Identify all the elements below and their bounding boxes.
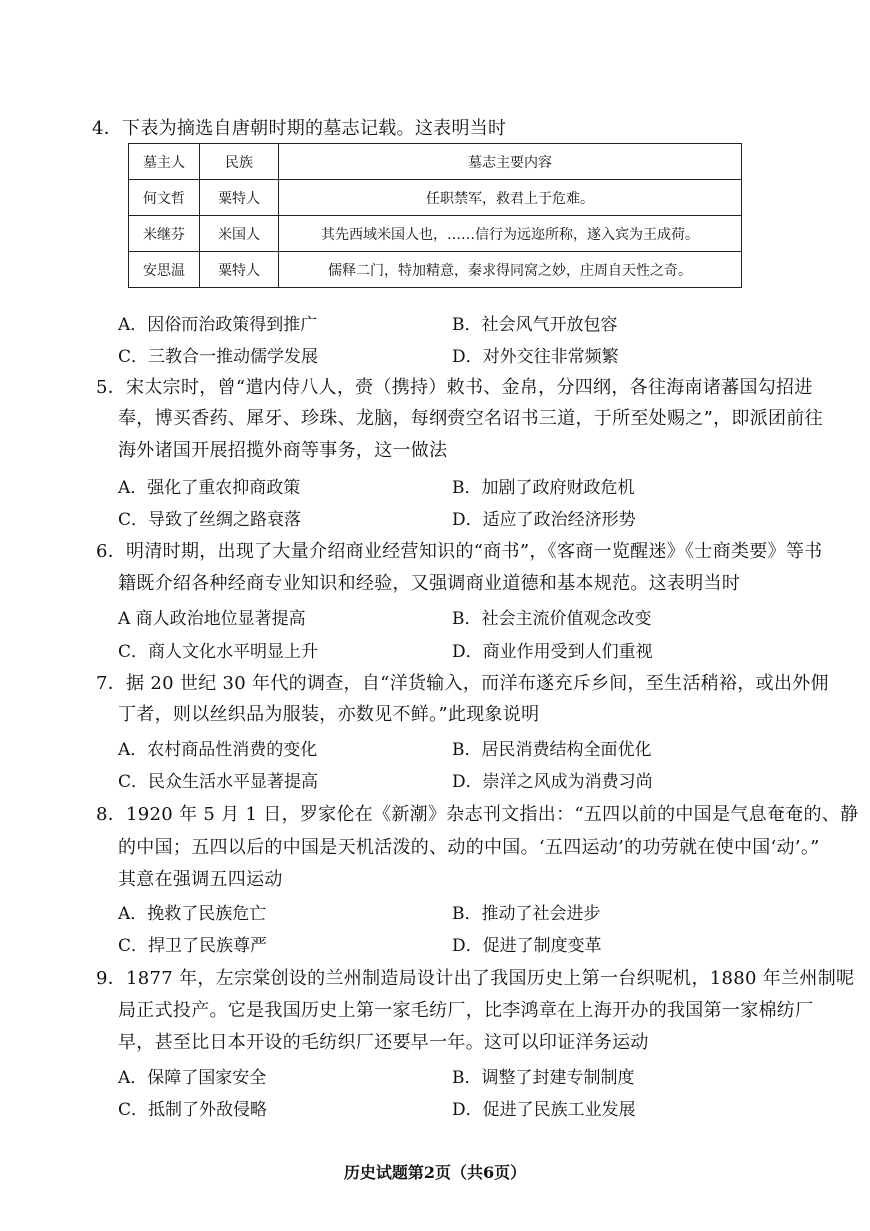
table-cell: 何文哲: [129, 180, 200, 216]
q8-option-a: A．挽救了民族危亡: [118, 904, 267, 924]
q9-line-1: 9．1877 年，左宗棠创设的兰州制造局设计出了我国历史上第一台织呢机，1880 年兰州制呢: [96, 968, 855, 989]
q5-line-3: 海外诸国开展招揽外商等事务，这一做法: [118, 440, 448, 461]
q9-line-2: 局正式投产。它是我国历史上第一家毛纺厂，比李鸿章在上海开办的我国第一家棉纺厂: [118, 1000, 814, 1021]
q6-option-d: D．商业作用受到人们重视: [452, 642, 653, 662]
table-row: [129, 216, 742, 252]
q4-option-c: C．三教合一推动儒学发展: [118, 347, 319, 367]
page-footer: 历史试题第2页（共6页）: [343, 1163, 527, 1182]
table-cell: 儒释二门，特加精意，秦求得同窝之妙，庄周自天性之奇。: [279, 252, 742, 288]
q6-line-2: 籍既介绍各种经商专业知识和经验，又强调商业道德和基本规范。这表明当时: [118, 573, 741, 594]
q4-option-a: A．因俗而治政策得到推广: [118, 315, 318, 335]
q4-option-d: D．对外交往非常频繁: [452, 347, 619, 367]
q9-option-d: D．促进了民族工业发展: [452, 1100, 636, 1120]
q6-line-1: 6．明清时期，出现了大量介绍商业经营知识的“商书”，《客商一览醒迷》《士商类要》等书: [96, 541, 823, 562]
q5-option-c: C．导致了丝绸之路衰落: [118, 510, 302, 530]
q4-table: [128, 143, 742, 288]
q5-option-b: B．加剧了政府财政危机: [452, 478, 635, 498]
q6-option-c: C．商人文化水平明显上升: [118, 642, 319, 662]
table-cell: 任职禁军，救君上于危难。: [279, 180, 742, 216]
table-row: [129, 180, 742, 216]
q4-option-b: B．社会风气开放包容: [452, 315, 618, 335]
q7-option-c: C．民众生活水平显著提高: [118, 772, 319, 792]
q9-option-a: A．保障了国家安全: [118, 1068, 267, 1088]
table-header-cell: 墓主人: [129, 144, 200, 180]
q8-line-3: 其意在强调五四运动: [118, 869, 283, 890]
q4-stem: 4．下表为摘选自唐朝时期的墓志记载。这表明当时: [92, 118, 507, 139]
q8-option-c: C．捍卫了民族尊严: [118, 936, 268, 956]
q6-option-a: A 商人政治地位显著提高: [118, 609, 306, 629]
q7-option-d: D．崇洋之风成为消费习尚: [452, 772, 653, 792]
q8-option-d: D．促进了制度变革: [452, 936, 602, 956]
q5-line-2: 奉，博买香药、犀牙、珍珠、龙脑，每纲赍空名诏书三道，于所至处赐之”，即派团前往: [118, 408, 823, 429]
table-cell: 粟特人: [200, 252, 279, 288]
q7-option-a: A．农村商品性消费的变化: [118, 740, 318, 760]
q5-line-1: 5．宋太宗时，曾“遣内侍八人，赍（携持）敕书、金帛，分四纲，各往海南诸蕃国勾招进: [96, 377, 813, 398]
q8-line-1: 8．1920 年 5 月 1 日，罗家伦在《新潮》杂志刊文指出：“五四以前的中国是气息奄奄的、静: [96, 804, 859, 825]
table-cell: 安思温: [129, 252, 200, 288]
q5-option-a: A．强化了重农抑商政策: [118, 478, 301, 498]
q8-option-b: B．推动了社会进步: [452, 904, 601, 924]
q5-option-d: D．适应了政治经济形势: [452, 510, 636, 530]
q7-option-b: B．居民消费结构全面优化: [452, 740, 652, 760]
table-cell: 米国人: [200, 216, 279, 252]
table-row: [129, 252, 742, 288]
table-cell: 其先西域米国人也，……信行为远迩所称，遂入宾为王成荷。: [279, 216, 742, 252]
table-cell: 米继芬: [129, 216, 200, 252]
q7-line-1: 7．据 20 世纪 30 年代的调查，自“洋货输入，而洋布遂充斥乡间，至生活稍裕，或出外佣: [96, 673, 829, 694]
q9-option-b: B．调整了封建专制制度: [452, 1068, 635, 1088]
q7-line-2: 丁者，则以丝织品为服装，亦数见不鲜。”此现象说明: [118, 704, 540, 725]
q6-option-b: B．社会主流价值观念改变: [452, 609, 652, 629]
table-cell: 粟特人: [200, 180, 279, 216]
q8-line-2: 的中国；五四以后的中国是天机活泼的、动的中国。‘五四运动’的功劳就在使中国‘动’。”: [118, 837, 820, 858]
q9-line-3: 早，甚至比日本开设的毛纺织厂还要早一年。这可以印证洋务运动: [118, 1032, 649, 1053]
q9-option-c: C．抵制了外敌侵略: [118, 1100, 268, 1120]
table-header-cell: 墓志主要内容: [279, 144, 742, 180]
table-header-cell: 民族: [200, 144, 279, 180]
table-header-row: [129, 144, 742, 180]
